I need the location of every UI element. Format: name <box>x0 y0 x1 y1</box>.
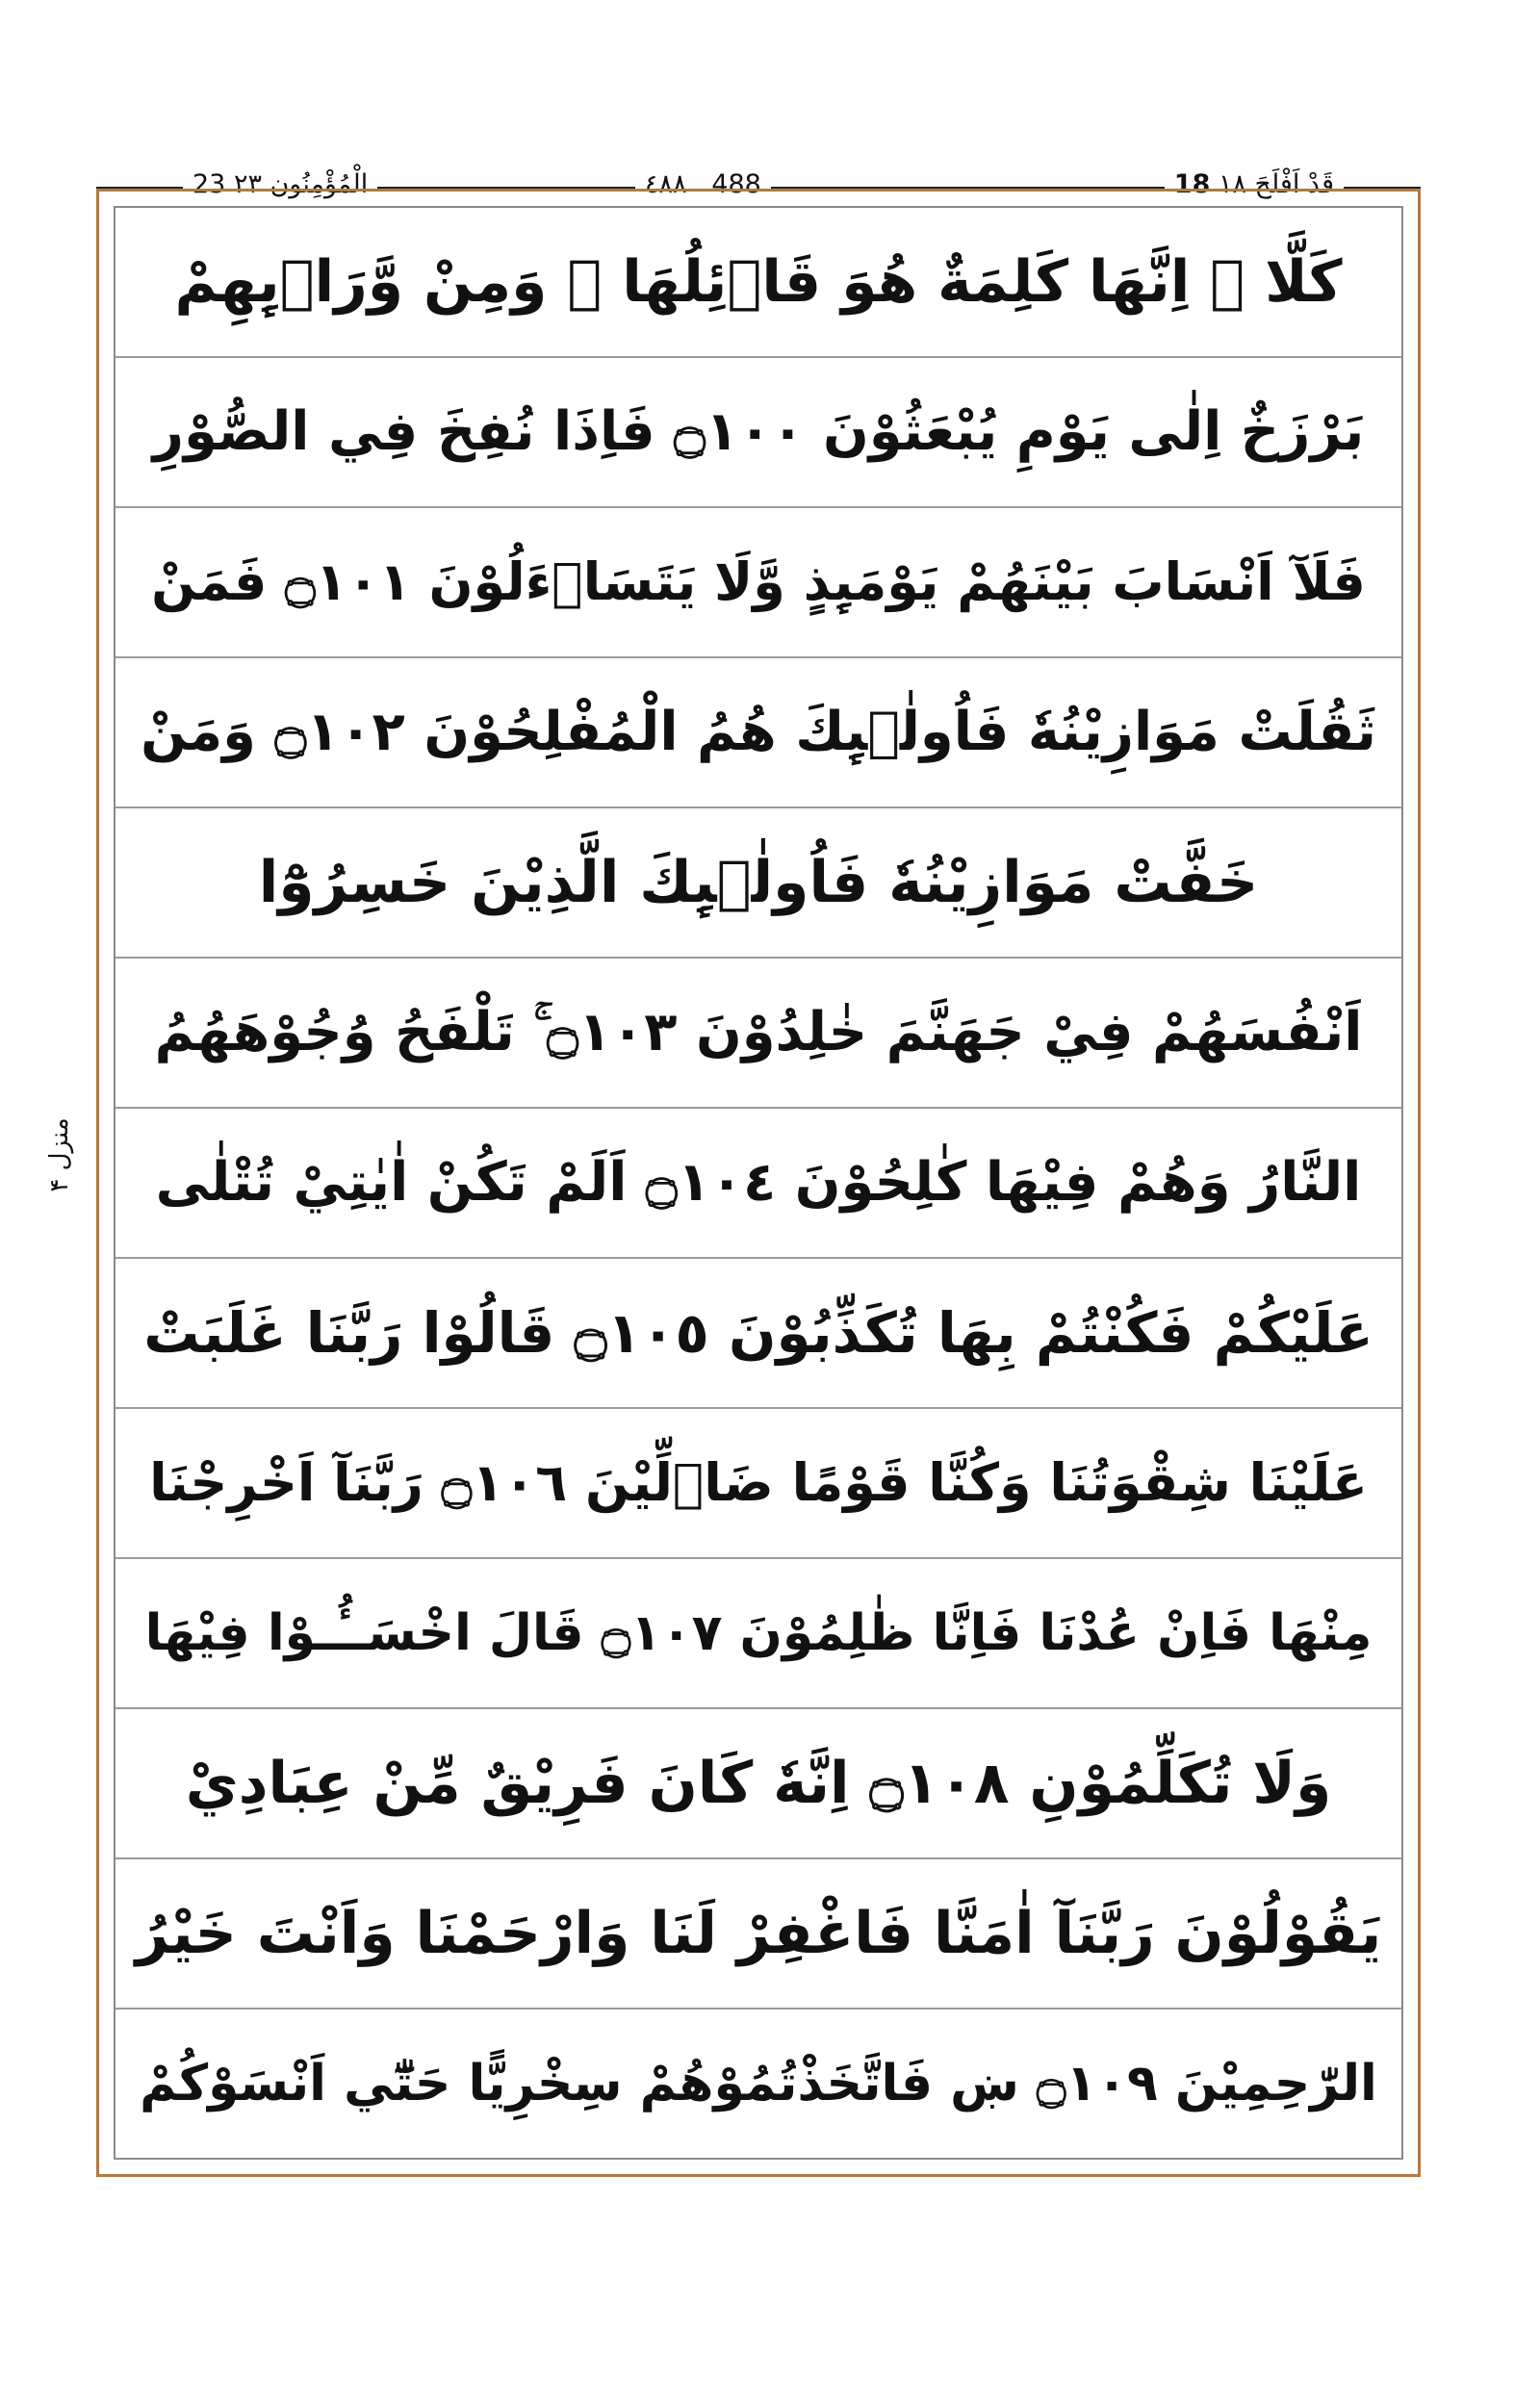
text-line <box>116 2010 1401 2158</box>
line-text: اَنْفُسَهُمْ فِيْ جَهَنَّمَ خٰلِدُوْنَ ۝١٠٣ ۚ تَلْفَحُ وُجُوْهَهُمُ <box>154 1001 1363 1063</box>
quran-text-block <box>116 208 1401 2158</box>
text-line <box>116 1409 1401 1559</box>
line-text: كَلَّا ۭ اِنَّهَا كَلِمَةٌ هُوَ قَاۗئِلُهَا ۭ وَمِنْ وَّرَاۗىِٕهِمْ <box>174 248 1343 316</box>
text-line <box>116 658 1401 808</box>
line-text: مِنْهَا فَاِنْ عُدْنَا فَاِنَّا ظٰلِمُوْنَ ۝١٠٧ قَالَ اخْسَــُٔـوْا فِيْهَا <box>144 1604 1373 1662</box>
page-number-latin: 488 <box>711 169 761 199</box>
line-text: فَلَآ اَنْسَابَ بَيْنَهُمْ يَوْمَىِٕذٍ وَّلَا يَتَسَاۗءَلُوْنَ ۝١٠١ فَمَنْ <box>151 551 1366 612</box>
surah-name: 23 الْمُؤْمِنُون ٢٣ <box>183 166 377 204</box>
line-text: عَلَيْنَا شِقْوَتُنَا وَكُنَّا قَوْمًا ضَاۗلِّيْنَ ۝١٠٦ رَبَّنَآ اَخْرِجْنَا <box>149 1452 1368 1513</box>
manzil-margin-note: منزل ۴ <box>45 1117 74 1192</box>
juz-number: 18 <box>1173 169 1211 199</box>
text-line <box>116 358 1401 508</box>
text-line <box>116 808 1401 959</box>
line-text: عَلَيْكُمْ فَكُنْتُمْ بِهَا تُكَذِّبُوْنَ ۝١٠٥ قَالُوْا رَبَّنَا غَلَبَتْ <box>143 1300 1373 1366</box>
text-line <box>116 208 1401 358</box>
line-text: يَقُوْلُوْنَ رَبَّنَآ اٰمَنَّا فَاغْفِرْ لَنَا وَارْحَمْنَا وَاَنْتَ خَيْرُ <box>135 1900 1382 1967</box>
text-line <box>116 508 1401 658</box>
text-line <box>116 1559 1401 1709</box>
text-line <box>116 1259 1401 1409</box>
line-text: خَفَّتْ مَوَازِيْنُهٗ فَاُولٰۗىِٕكَ الَّذِيْنَ خَسِرُوْٓا <box>258 849 1259 916</box>
juz-name: قَدْ اَفْلَحَ ١٨ <box>1218 169 1334 199</box>
page-number-arabic: ٤٨٨ <box>645 169 687 199</box>
text-line <box>116 1109 1401 1259</box>
line-text: الرّٰحِمِيْنَ ۝١٠٩ ښ فَاتَّخَذْتُمُوْهُمْ سِخْرِيًّا حَتّٰٓي اَنْسَوْكُمْ <box>140 2055 1377 2112</box>
line-text: وَلَا تُكَلِّمُوْنِ ۝١٠٨ اِنَّهٗ كَانَ فَرِيْقٌ مِّنْ عِبَادِيْ <box>185 1750 1332 1817</box>
text-line <box>116 1709 1401 1859</box>
text-line <box>116 1859 1401 2010</box>
line-text: ثَقُلَتْ مَوَازِيْنُهٗ فَاُولٰۗىِٕكَ هُمُ الْمُفْلِحُوْنَ ۝١٠٢ وَمَنْ <box>141 701 1376 763</box>
line-text: بَرْزَخٌ اِلٰى يَوْمِ يُبْعَثُوْنَ ۝١٠٠ فَاِذَا نُفِخَ فِي الصُّوْرِ <box>152 400 1365 463</box>
line-text: النَّارُ وَهُمْ فِيْهَا كٰلِحُوْنَ ۝١٠٤ اَلَمْ تَكُنْ اٰيٰتِيْ تُتْلٰى <box>155 1151 1362 1214</box>
text-line <box>116 959 1401 1109</box>
